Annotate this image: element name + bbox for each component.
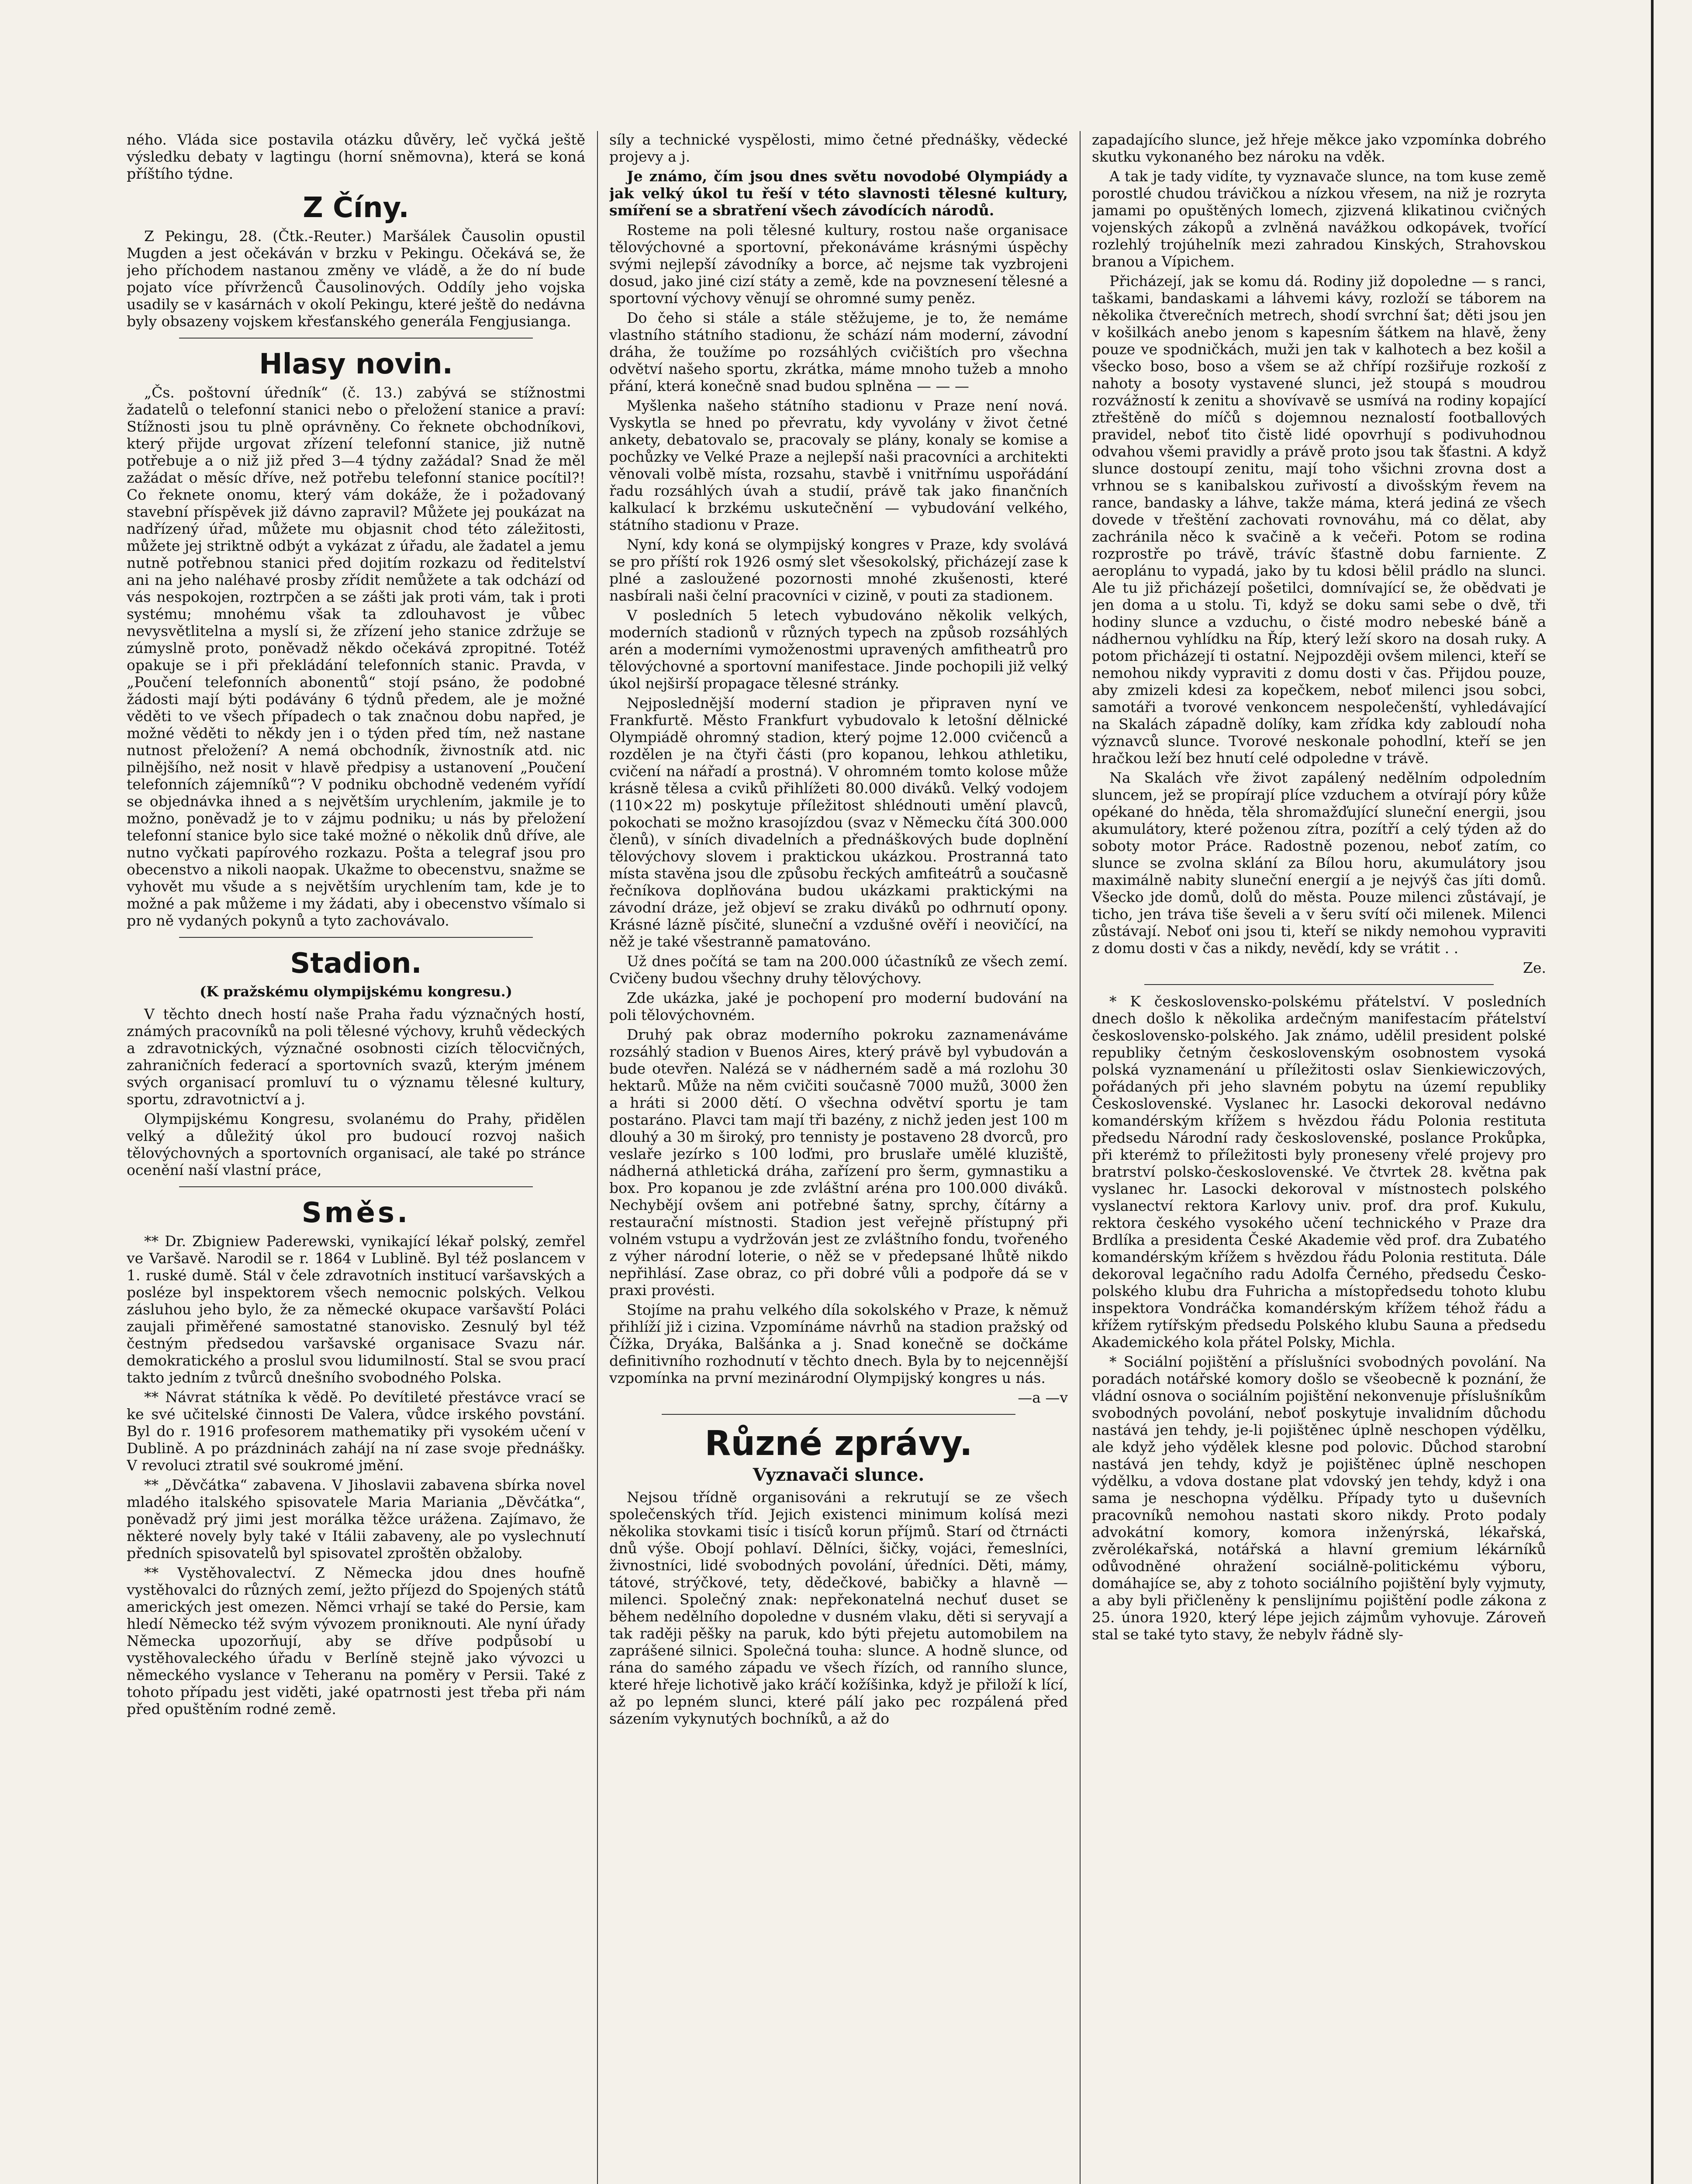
paragraph: Stojíme na prahu velkého díla sokolského v Praze, k němuž přihlíží již i cizina. Vzpomínáme návrhů na stadion pražský od Čížka, Dryáka, Balšánka a j. Snad konečně se dočkáme definitivního rozhodnutí v těchto dnech. Byla by to nejcennější vzpomínka na první mezinárodní Olympijský kongres u nás.	[609, 1301, 1068, 1386]
paragraph: Rosteme na poli tělesné kultury, rostou naše organisace tělovýchovné a sportovní, překonáváme krásnými úspěchy svými nejlepší závodníky a borce, ač nejsme tak vyzbrojeni dosud, jako jiné cizí státy a země, kde na povznesení tělesné a sportovní výchovy věnují se ohromné sumy peněz.	[609, 221, 1068, 307]
news-item: ** Dr. Zbigniew Paderewski, vynikající lékař polský, zemřel ve Varšavě. Narodil se r. 1864 v Lublině. Byl též poslancem v 1. ruské dumě. Stál v čele zdravotních institucí varšavských a posléze byl inspektorem všech nemocnic polských. Velkou zásluhou jeho bylo, že za německé okupace varšavští Poláci zaujali přiměřené samostatné stanovisko. Zesnulý byl též čestným předsedou varšavské organisace Svazu nár. demokratického a proslul svou lidumilností. Stal se svou prací takto jedním z tvůrců dnešního svobodného Polska.	[127, 1233, 585, 1386]
column-2	[609, 131, 1068, 2184]
paragraph: Druhý pak obraz moderního pokroku zaznamenáváme rozsáhlý stadion v Buenos Aires, který právě byl vybudován a bude otevřen. Nalézá se v nádherném sadě a má rozlohu 30 hektarů. Může na něm cvičiti současně 7000 mužů, 3000 žen a hráti si 2000 dětí. O všechna odvětví sportu je tam postaráno. Plavci tam mají tři bazény, z nichž jeden jest 100 m dlouhý a 30 m široký, pro tennisty je postaveno 28 dvorců, pro veslaře jezírko s 100 loďmi, pro bruslaře umělé kluziště, nádherná athletická dráha, zařízení pro šerm, gymnastiku a box. Pro kopanou je zde zvláštní aréna pro 100.000 diváků. Nechybějí ovšem ani potřebné šatny, sprchy, čítárny a restaurační místnosti. Stadion jest veřejně přístupný při volném vstupu a vydržován jest ze zvláštního fondu, tvořeného z výher národní loterie, o něž se v předepsané lhůtě nikdo nepřihlásí. Zase obraz, co při dobré vůli a podpoře dá se v praxi provésti.	[609, 1026, 1068, 1299]
paragraph: A tak je tady vidíte, ty vyznavače slunce, na tom kuse země porostlé chudou trávičkou a nízkou vřesem, na niž je rozryta jamami po opuštěných lomech, zjizvená klikatinou cvičných vojenských zákopů a zvlněná navážkou odkopávek, tvořící rozlehlý trojúhelník mezi zahradou Kinských, Strahovskou branou a Vípichem.	[1092, 168, 1546, 270]
section-heading-stadion: Stadion.	[290, 947, 422, 980]
paragraph: zapadajícího slunce, jež hřeje měkce jako vzpomínka dobrého skutku vykonaného bez nároku na vděk.	[1092, 131, 1546, 165]
news-item: ** Návrat státníka k vědě. Po devítileté přestávce vrací se ke své učitelské činnosti De Valera, vůdce irského povstání. Byl do r. 1916 profesorem mathematiky při vysokém učení v Dublině. A po prázdninách zahájí na ní zase svoje přednášky. V revoluci ztratil své soukromé jmění.	[127, 1389, 585, 1474]
paragraph: Už dnes počítá se tam na 200.000 účastníků ze všech zemí. Cvičeny budou všechny druhy tělovýchovy.	[609, 953, 1068, 987]
news-item: ** Vystěhovalectví. Z Německa jdou dnes houfně vystěhovalci do různých zemí, ježto příjezd do Spojených států amerických jest omezen. Němci vrhají se také do Persie, kam hledí Německo též svým vývozem proniknouti. Ale nyní úřady Německa upozorňují, aby se dříve podpůsobí u vystěhovaleckého úřadu v Berlíně stejně jako vývozci u německého vyslance v Teheranu na poměry v Persii. Také z tohoto případu jest viděti, jaké opatrnosti jest třeba při nám před opuštěním rodné země.	[127, 1564, 585, 1717]
paragraph: Z Pekingu, 28. (Čtk.-Reuter.) Maršálek Čausolin opustil Mugden a jest očekáván v brzku v Pekingu. Očekává se, že jeho příchodem nastanou změny ve vládě, a že do ní bude pojato více přívrženců Čausolinových. Oddíly jeho vojska usadily se v kasárnách v okolí Pekingu, které ještě do nedávna byly obsazeny vojskem křesťanského generála Fengjusianga.	[127, 228, 585, 330]
paragraph: Nyní, kdy koná se olympijský kongres v Praze, kdy svolává se pro příští rok 1926 osmý slet všesokolský, přicházejí zase k plné a zasloužené pozornosti mnohé zkušenosti, které nasbírali naši čelní pracovníci v cizině, v pouti za stadionem.	[609, 536, 1068, 604]
news-item: * K československo-polskému přátelství. V posledních dnech došlo k několika ardečným manifestacím přátelství československo-polského. Jak známo, udělil president polské republiky četným československým osobnostem vysoká polská vyznamenání u příležitosti oslav Sienkiewiczových, pořádaných při jeho slavném pobytu na území republiky Československé. Vyslanec hr. Lasocki dekoroval nedávno komandérským křížem s hvězdou řádu Polonia restituta předsedu Národní rady československé, poslance Prokůpka, při kterémž to příležitosti byly proneseny vřelé projevy pro bratrství polsko-československé. Ve čtvrtek 28. května pak vyslanec hr. Lasocki dekoroval v místnostech polského vyslanectví rektora Karlovy univ. prof. dra prof. Kukulu, rektora českého vysokého učení technického v Praze dra Brdlíka a presidenta České Akademie věd prof. dra Zubatého komandérským křížem s hvězdou řádu Polonia restituta. Dále dekoroval legačního radu Adolfa Černého, předsedu Česko-polského klubu dra Fuhricha a místopředsedu tohoto klubu inspektora Vondráčka komandérským křížem téhož řádu a křížem rytířským předsedu Polského klubu Sauna a předsedu Akademického kola přátel Polsky, Michla.	[1092, 993, 1546, 1351]
paragraph: Zde ukázka, jaké je pochopení pro moderní budování na poli tělovýchovném.	[609, 989, 1068, 1023]
section-heading-smes: Směs.	[301, 1197, 411, 1229]
section-heading-hlasy: Hlasy novin.	[259, 348, 453, 380]
paragraph: V posledních 5 letech vybudováno několik velkých, moderních stadionů v různých typech na způsob rozsáhlých arén a moderními vymoženostmi upravených amfitheatrů pro tělovýchovné a sportovní manifestace. Jinde pochopili již velký úkol nejširší propagace tělesné stránky.	[609, 607, 1068, 692]
divider	[662, 1414, 1015, 1415]
column-rule	[597, 131, 598, 2184]
section-subheading: Vyznavači slunce.	[753, 1465, 925, 1485]
paragraph: ného. Vláda sice postavila otázku důvěry, leč vyčká ještě výsledku debaty v lagtingu (horní sněmovna), která se koná příštího týdne.	[127, 131, 585, 182]
news-item: * Sociální pojištění a příslušníci svobodných povolání. Na poradách notářské komory došlo se všeobecně k poznání, že vládní osnova o sociálním pojištění nekonvenuje příslušníkům svobodných povolání, neboť poskytuje invalidním důchodu nastává jen tehdy, je-li pojištěnec úplně neschopen výdělku, ale když jeho výdělek klesne pod polovic. Důchod starobní nastává jen tehdy, když je pojištěnec úplně neschopen výdělku, a vdova dostane plat vdovský jen tehdy, když i ona sama je neschopna výdělku. Případy tyto u duševních pracovníků nemohou nastati skoro nikdy. Proto podaly advokátní komory, komora inženýrská, lékařská, zvěrolékařská, notářská a hlavní gremium lékárníků odůvodněné ohražení sociálně-politickému výboru, domáhajíce se, aby z tohoto sociálního pojištění byly vyjmuty, a aby byli přičleněny k penslijnímu pojištění podle zákona z 25. února 1920, který lépe jejich zájmům vyhovuje. Zároveň stal se také tyto stavy, že nebylv řádně sly-	[1092, 1353, 1546, 1643]
paragraph: Do čeho si stále a stále stěžujeme, je to, že nemáme vlastního státního stadionu, že schází nám moderní, závodní dráha, že toužíme po rozsáhlých cvičištích pro všechna odvětví našeho sportu, zkrátka, máme mnoho tužeb a mnoho přání, která konečně snad budou splněna — — —	[609, 309, 1068, 394]
paragraph: síly a technické vyspělosti, mimo četné přednášky, vědecké projevy a j.	[609, 131, 1068, 165]
column-1	[127, 131, 585, 2184]
paragraph: Myšlenka našeho státního stadionu v Praze není nová. Vyskytla se hned po převratu, kdy vyvolány v život četné ankety, debatovalo se, pracovaly se plány, konaly se komise a pochůzky ve Velké Praze a nejlepší naši pracovníci a architekti věnovali volbě místa, rozsahu, stavbě i vnitřnímu uspořádání řadu rozsáhlých úvah a studií, právě tak jako finančních kalkulací k brzkému uskutečnění — vybudování velkého, státního stadionu v Praze.	[609, 397, 1068, 533]
divider	[179, 1186, 533, 1187]
section-subheading: (K pražskému olympijskému kongresu.)	[200, 983, 512, 1000]
divider	[179, 338, 533, 339]
section-heading-china: Z Číny.	[303, 192, 409, 224]
paragraph: Je známo, čím jsou dnes světu novodobé Olympiády a jak velký úkol tu řeší v této slavnosti tělesné kultury, smíření se a sbratření všech závodících národů.	[609, 168, 1068, 219]
paragraph: Přicházejí, jak se komu dá. Rodiny již dopoledne — s ranci, taškami, bandaskami a láhvemi kávy, rozloží se táborem na několika čtverečních metrech, shodí svrchní šat; děti jsou jen v košilkách anebo jenom s kapesním šátkem na hlavě, ženy pouze ve spodničkách, muži jen tak v kalhotech a bez košil a všecko boso, boso a všem se až chřípí rozšiřuje rozkoší z nahoty a bosoty vystavené slunci, jež stoupá s moudrou rozvážností k zenitu a shovívavě se usmívá na rodiny kopající ztřeštěně do míčů s dojemnou neznalostí footballových pravidel, neboť tito čistě lidé opovrhují s podivuhodnou odvahou všemi pravidly a právě proto jsou tak šťastni. A když slunce dostoupí zenitu, mají toho všichni zrovna dost a vrhnou se s kanibalskou zuřivostí a divošským řevem na rance, bandasky a láhve, takže máma, která jediná ze všech dovede v třeštění zachovati rovnováhu, má co dělat, aby zachránila něco k svačině a k večeři. Potom se rodina rozprostře po trávě, trávíc šťastně dobu farniente. Z aeroplánu to vypadá, jako by tu kdosi bělil prádlo na slunci. Ale tu již přicházejí pošetilci, domnívající se, že obědvati je jen doma a u stolu. Ti, když se doku sami sebe o dvě, tři hodiny slunce a vzduchu, o čisté modro nebeské báně a nádhernou vyhlídku na Říp, který leží skoro na dosah ruky. A potom přicházejí ti ostatní. Nejpozději ovšem milenci, kteří se nemohou nikdy vypraviti z domu dosti v čas. Přijdou pouze, aby zmizeli kdesi za kopečkem, neboť milenci jsou sobci, samotáři a tvorové venkoncem nespolečenští, vyhledávající na Skalách západně dolíky, kam zřídka kdy zabloudí noha význavců slunce. Tvorové neskonale pohodlní, kteří se jen hračkou leží bez hnutí celé odpoledne v trávě.	[1092, 273, 1546, 767]
news-item: ** „Děvčátka“ zabavena. V Jihoslavii zabavena sbírka novel mladého italského spisovatele Maria Mariania „Děvčátka“, poněvadž prý jimi jest morálka těžce urážena. Zajímavo, že některé novely byly také v Itálii zabaveny, ale po vyslechnutí předních spisovatelů byl spisovatel zproštěn obžaloby.	[127, 1476, 585, 1562]
signature: Ze.	[1523, 959, 1546, 976]
paragraph: „Čs. poštovní úředník“ (č. 13.) zabývá se stížnostmi žadatelů o telefonní stanici nebo o přeložení stanice a praví: Stížnosti jsou tu plně oprávněny. Co řeknete obchodníkovi, který přijde urgovat zřízení telefonní stanice, již nutně potřebuje a o niž již před 3—4 týdny zažádal? Snad že měl zažádat o měsíc dříve, než potřebu telefonní stanice pocítil?! Co řeknete onomu, který vám dokáže, že i požadovaný stavební příspěvek již dávno zapravil? Můžete jej poukázat na nadřízený úřad, můžete mu objasnit chod této záležitosti, můžete jej striktně odbýt a vykázat z úřadu, ale žadatel a jemu nutně potřebnou stanici před dojitím rozkazu od ředitelství ani na jeho naléhavé prosby zřídit nemůžete a tak odchází od vás nespokojen, roztrpčen a se zášti jak proti vám, tak i proti systému; mnohému však ta zdlouhavost je vůbec nevysvětlitelna a myslí si, že zřízení jeho stanice zdržuje se zúmyslně proto, poněvadž někdo očekává zpropitné. Totéž opakuje se i při překládání telefonních stanic. Pravda, v „Poučení telefonních abonentů“ stojí psáno, že podobné žádosti mají býti podávány 6 týdnů předem, ale je možné věděti to ve všech případech o tak značnou dobu napřed, je možné věděti to někdy jen i o týden před tím, než nastane nutnost přeložení? A nemá obchodník, živnostník atd. nic pilnějšího, než nosit v hlavě předpisy a ustanovení „Poučení telefonních zájemníků“? V podniku obchodně vedeném vyřídí se objednávka ihned a s největším urychlením, jakmile je to možno, poněvadž je to v zájmu podniku; u nás by přeložení telefonní stanice bylo sice také možné o několik dnů dříve, ale nutno vyčkati papírového rozkazu. Pošta a telegraf jsou pro obecenstvo a nikoli naopak. Ukažme to obecenstvu, snažme se vyhovět mu všude a s největším urychlením tam, kde je to možné a pak můžeme i my žádati, aby i obecenstvo všímalo si pro ně vydaných pokynů a tyto zachovávalo.	[127, 384, 585, 929]
column-rule	[1080, 131, 1081, 2184]
paragraph: Na Skalách vře život zapálený nedělním odpoledním sluncem, jež se propírají plíce vzduchem a otvírají póry kůže opékané do hněda, těla shromažďující sluneční energii, jsou akumulátory, které poženou zítra, pozítří a celý týden až do soboty motor Práce. Radostně pozenou, neboť zatím, co slunce se zvolna sklání za Bílou horu, akumulátory jsou maximálně nabity sluneční energií a je nejvýš čas jíti domů. Všecko jde domů, dolů do města. Pouze milenci zůstávají, je ticho, jen tráva tiše ševeli a v šeru svítí oči milenek. Milenci zůstávají. Neboť oni jsou ti, kteří se nikdy nemohou vypraviti z domu dosti v čas a nikdy, nevědí, kdy se vrátit . .	[1092, 769, 1546, 957]
signature: —a —v	[1018, 1389, 1068, 1406]
paragraph: Nejposlednější moderní stadion je připraven nyní ve Frankfurtě. Město Frankfurt vybudovalo k letošní dělnické Olympiádě ohromný stadion, který pojme 12.000 cvičenců a rozdělen je na čtyři části (pro kopanou, lehkou athletiku, cvičení na nářadí a prostná). V ohromném tomto kolose může krásně tělesa a cviků přihlížeti 80.000 diváků. Velký vodojem (110×22 m) poskytuje příležitost shlédnouti umění plavců, pokochati se možno krasojízdou (svaz v Německu čítá 300.000 členů), v síních divadelních a přednáškových bude doplnění tělovýchovy slovem i praktickou ukázkou. Prostranná tato místa stavěna jsou dle způsobu řeckých amfiteátrů a současně řečníkova doplňována budou ukázkami praktickými na závodní dráze, jež objeví se zraku diváků po odhrnutí opony. Krásné lázně písčité, sluneční a vzdušné ověří i neovičící, na něž je také všestranně pamatováno.	[609, 695, 1068, 950]
page-edge-line	[1651, 0, 1654, 2184]
divider	[1144, 984, 1494, 985]
paragraph: Olympijskému Kongresu, svolanému do Prahy, přidělen velký a důležitý úkol pro budoucí rozvoj našich tělovýchovných a sportovních organisací, ale také po stránce ocenění naší vlastní práce,	[127, 1110, 585, 1178]
paragraph: Nejsou třídně organisováni a rekrutují se ze všech společenských tříd. Jejich existenci minimum kolísá mezi několika stovkami tisíc i tisíců korun příjmů. Starí od čtrnácti dnů výše. Obojí pohlaví. Dělníci, šičky, vojáci, řemeslníci, živnostníci, lidé svobodných povolání, úředníci. Děti, mámy, tátové, strýčkové, tety, dědečkové, babičky a hlavně — milenci. Společný znak: nepřekonatelná nechuť duset se během nedělního dopoledne v dusném vlaku, děti si seryvají a tak raději pěšky na paruk, kdo býti přejetu automobilem na zaprášené silnici. Společná touha: slunce. A hodně slunce, od rána do samého západu ve všech řízích, od ranního slunce, které hřeje lichotivě jako kráčí kožíšinka, když je přiloží k lící, až po lepném slunci, které pálí jako pec rozpálená před sázením vykynutých bochníků, a až do	[609, 1489, 1068, 1727]
column-3	[1092, 131, 1546, 2184]
section-heading-ruzne: Různé zprávy.	[704, 1424, 973, 1463]
paragraph: V těchto dnech hostí naše Praha řadu význačných hostí, známých pracovníků na poli tělesné výchovy, kruhů vědeckých a zdravotnických, význačné osobnosti cizích tělocvičných, zahraničních federací a sportovních svazů, kterým jménem svých organisací promluví tu o významu tělesné kultury, sportu, zdravotnictví a j.	[127, 1006, 585, 1108]
newspaper-page	[127, 131, 1546, 2184]
divider	[179, 937, 533, 938]
